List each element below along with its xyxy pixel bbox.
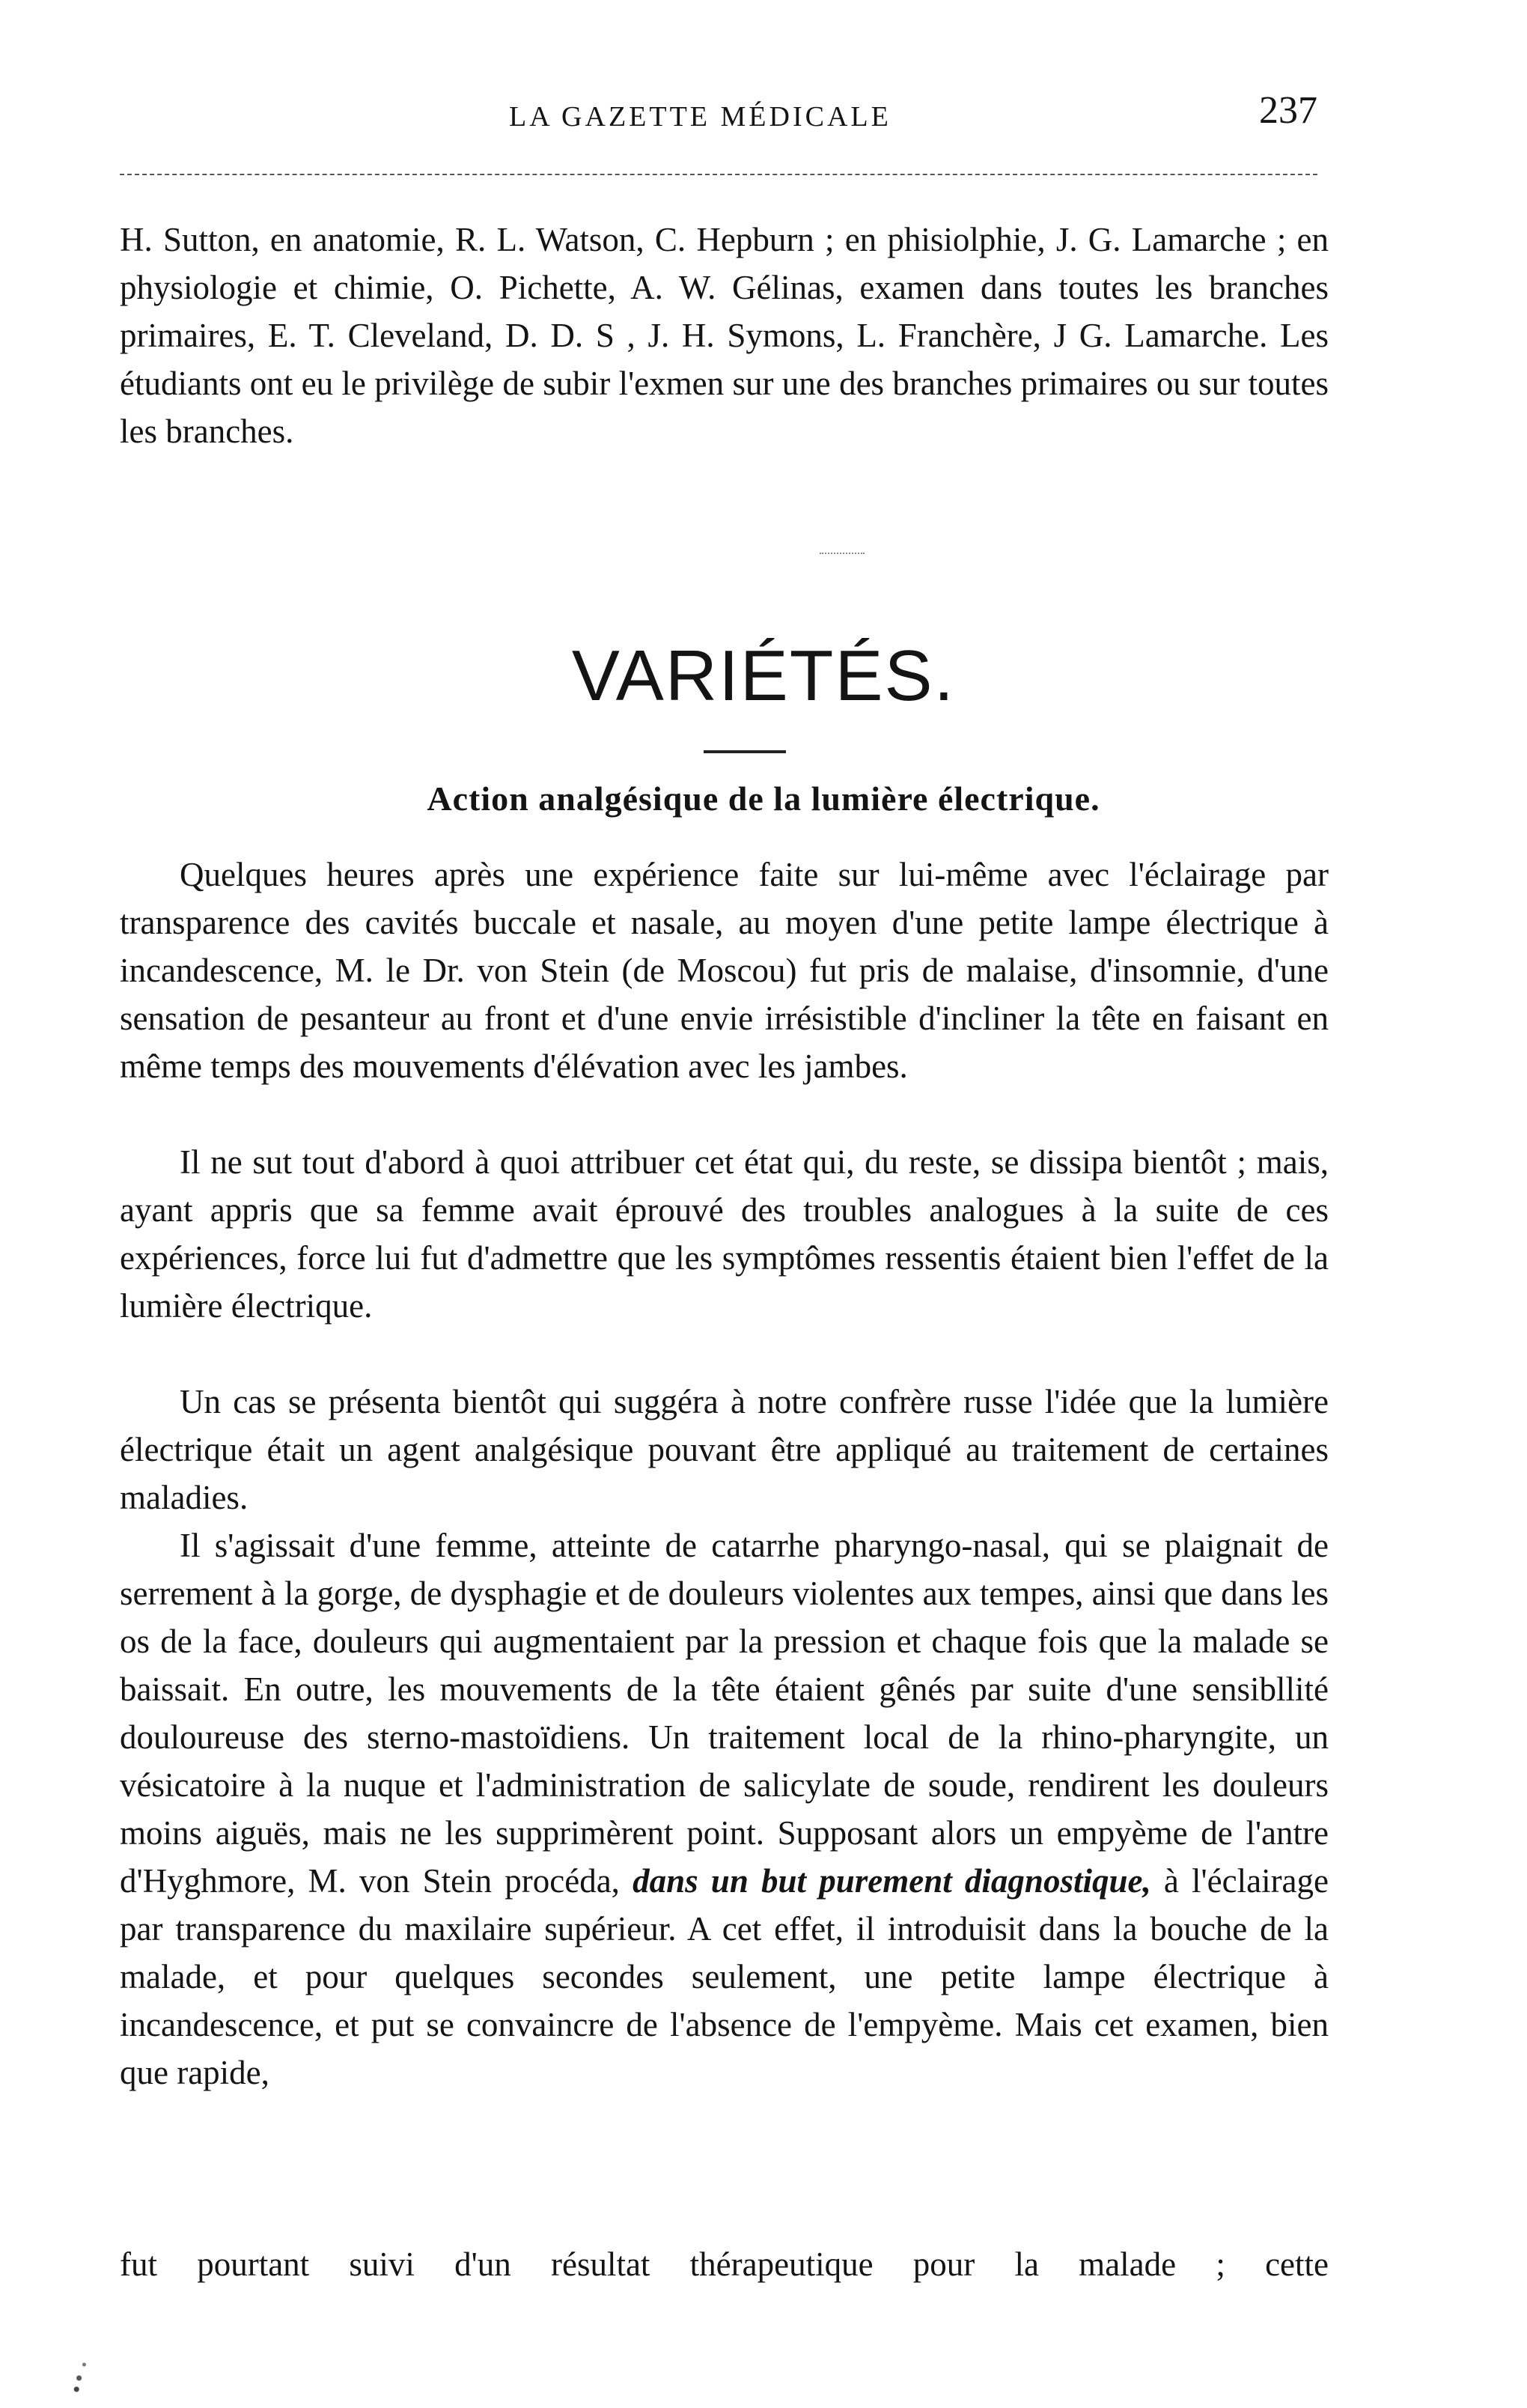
- article-title: Action analgésique de la lumière électrique.: [427, 779, 1100, 818]
- paragraph-4-text-start: Il s'agissait d'une femme, atteinte de catarrhe pharyngo-nasal, qui se plaignait de serrement à la gorge, de dysphagie et de douleurs violentes aux tempes, ainsi que dans les os de la face, douleurs qui augmentaient par la pression et chaque fois que la malade se baissait. En outre, les mouvements de la tête étaient gênés par suite d'une sensibllité douloureuse des sterno-mastoïdiens. Un traitement local de la rhino-pharyngite, un vésicatoire à la nuque et l'administration de salicylate de soude, rendirent les douleurs moins aiguës, mais ne les supprimèrent point. Supposant alors un empyème de l'antre d'Hyghmore, M. von Stein procéda,: [120, 1527, 1329, 1900]
- divider-dots: [820, 553, 865, 554]
- article-paragraph-1: Quelques heures après une expérience faite sur lui-même avec l'éclairage par transparence des cavités buccale et nasale, au moyen d'une petite lampe électrique à incandescence, M. le Dr. von Stein (de Moscou) fut pris de malaise, d'insomnie, d'une sensation de pesanteur au front et d'une envie irrésistible d'incliner la tête en faisant en même temps des mouvements d'élévation avec les jambes.: [120, 856, 1329, 1085]
- article-paragraph-3: Un cas se présenta bientôt qui suggéra à notre confrère russe l'idée que la lumière électrique était un agent analgésique pouvant être appliqué au traitement de certaines maladies.: [120, 1383, 1329, 1516]
- paragraph-4-italic-phrase: dans un but purement diagnostique,: [633, 1862, 1151, 1900]
- top-paragraph: H. Sutton, en anatomie, R. L. Watson, C. Hepburn ; en phisiolphie, J. G. Lamarche ; en physiologie et chimie, O. Pichette, A. W. Gélinas, examen dans toutes les branches primaires, E. T. Cleveland, D. D. S , J. H. Symons, L. Franchère, J G. Lamarche. Les étudiants ont eu le privilège de subir l'exmen sur une des branches primaires ou sur toutes les branches.: [120, 221, 1329, 450]
- header-rule: [120, 174, 1317, 175]
- page-number: 237: [1259, 89, 1317, 132]
- paragraph-4-text-end: à l'éclairage par transparence du maxilaire supérieur. A cet effet, il introduisit dans la bouche de la malade, et pour quelques secondes seulement, une petite lampe électrique à incandescence, et put se convaincre de l'absence de l'empyème. Mais cet examen, bien que rapide,: [120, 1862, 1329, 2091]
- article-paragraph-4: [120, 1521, 1329, 2097]
- title-rule: [704, 750, 786, 753]
- scan-speck: [69, 2351, 94, 2396]
- article-paragraph-2: Il ne sut tout d'abord à quoi attribuer cet état qui, du reste, se dissipa bientôt ; mais, ayant appris que sa femme avait éprouvé des troubles analogues à la suite de ces expériences, force lui fut d'admettre que les symptômes ressentis étaient bien l'effet de la lumière électrique.: [120, 1143, 1329, 1325]
- section-title: VARIÉTÉS.: [571, 636, 956, 716]
- running-header: [120, 88, 1317, 156]
- running-title: LA GAZETTE MÉDICALE: [509, 101, 891, 133]
- article-last-line: fut pourtant suivi d'un résultat thérapeutique pour la malade ; cette: [120, 2246, 1329, 2283]
